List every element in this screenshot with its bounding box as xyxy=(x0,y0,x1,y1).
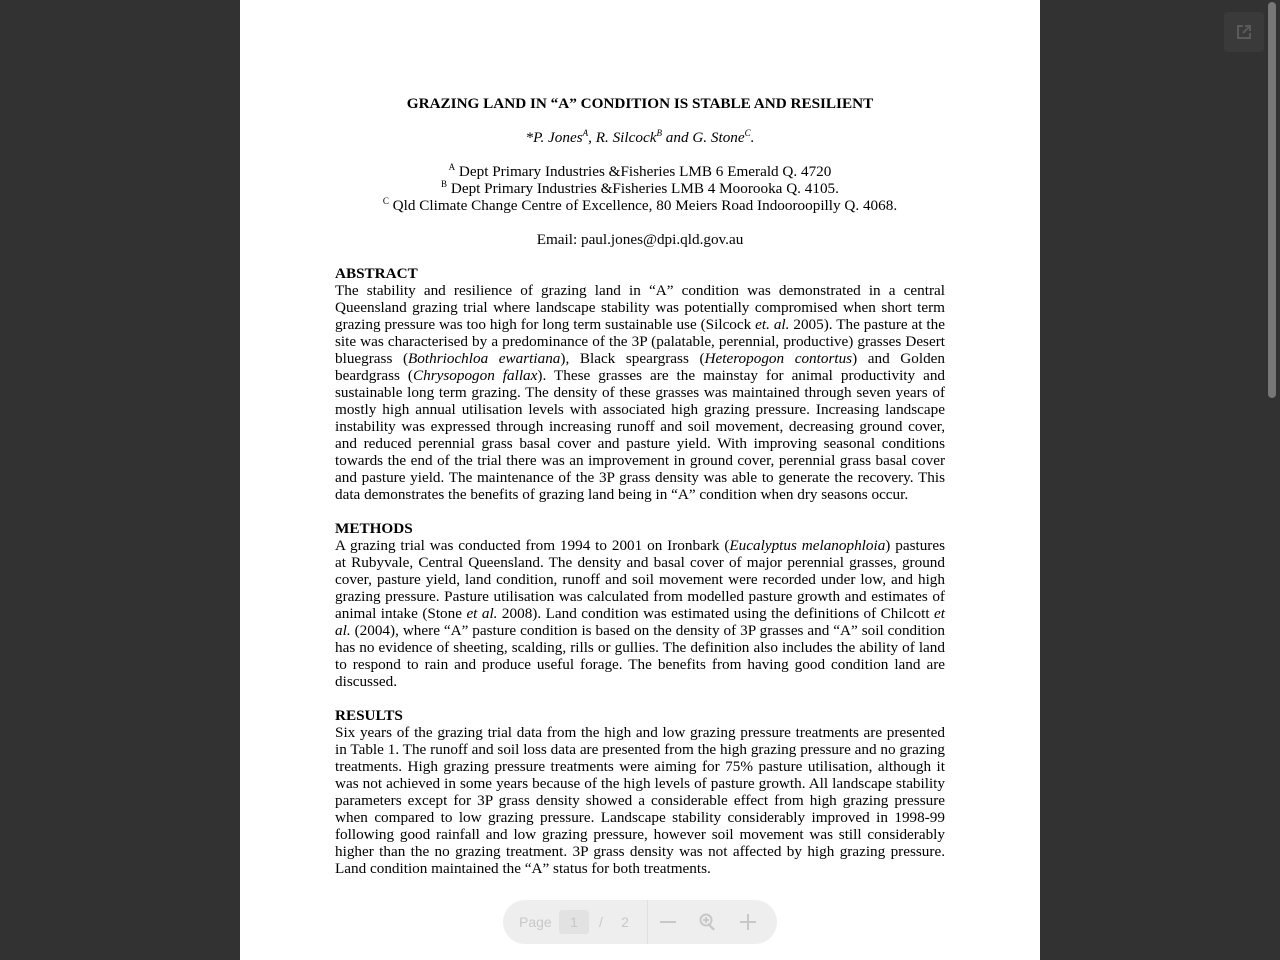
italic-run: et. al. xyxy=(755,316,790,333)
affiliation-text: Dept Primary Industries &Fisheries LMB 4 Moorooka Q. 4105. xyxy=(447,180,839,197)
contact-email: Email: paul.jones@dpi.qld.gov.au xyxy=(536,231,744,248)
open-external-icon xyxy=(1234,22,1254,42)
affiliations xyxy=(335,163,945,214)
text-run: ), Black speargrass ( xyxy=(560,350,705,367)
text-run: (2004), where “A” pasture condition is based on the density of 3P grasses and “A” soil condition has no evidence of sheeting, scalding, rills or gullies. The definition also includes the ability of land to respond to rain and produce useful forage. The benefits from having good condition land are discussed. xyxy=(335,622,945,690)
author-1-affiliation-mark: A xyxy=(582,128,589,138)
total-pages: 2 xyxy=(621,914,629,930)
author-3-affiliation-mark: C xyxy=(744,128,751,138)
abstract-paragraph xyxy=(335,282,945,503)
author-2-affiliation-mark: B xyxy=(656,128,662,138)
affiliation-b xyxy=(335,180,945,197)
text-run: ) and Golden beardgrass ( xyxy=(335,350,945,384)
author-3: and G. Stone xyxy=(661,129,745,146)
abstract-heading: ABSTRACT xyxy=(335,265,418,282)
text-run: ) pastures at Rubyvale, Central Queensland. The density and basal cover of major perennial grasses, ground cover, pasture yield, land condition, runoff and soil movement were recorded under low, and high grazing pressure. Pasture utilisation was calculated from modelled pasture growth and estimates of animal intake (Stone xyxy=(335,537,945,622)
page-separator: / xyxy=(599,914,603,930)
document-authors xyxy=(335,129,945,146)
author-2: , R. Silcock xyxy=(588,129,657,146)
zoom-out-button[interactable] xyxy=(648,900,688,944)
affiliation-mark: A xyxy=(448,162,456,172)
authors-suffix: . xyxy=(750,129,755,146)
italic-run: et al. xyxy=(335,605,946,639)
document-content xyxy=(335,95,945,894)
zoom-fit-icon xyxy=(698,912,718,932)
text-run: A grazing trial was conducted from 1994 to 2001 on Ironbark ( xyxy=(335,537,730,554)
zoom-in-button[interactable] xyxy=(728,900,768,944)
methods-paragraph xyxy=(335,537,945,690)
results-heading: RESULTS xyxy=(335,707,403,724)
document-title: GRAZING LAND IN “A” CONDITION IS STABLE AND RESILIENT xyxy=(406,95,874,112)
results-paragraph: Six years of the grazing trial data from the high and low grazing pressure treatments are presented in Table 1. The runoff and soil loss data are presented from the high grazing pressure and no grazing treatments. High grazing pressure treatments were aiming for 75% pasture utilisation, although it was not achieved in some years because of the high levels of pasture growth. All landscape stability parameters except for 3P grass density showed a considerable effect from high grazing pressure when compared to low grazing pressure. Landscape stability considerably improved in 1998-99 following good rainfall and low grazing pressure, however soil movement was still considerably higher than the no grazing treatment. 3P grass density was not affected by high grazing pressure. Land condition maintained the “A” status for both treatments. xyxy=(335,724,945,877)
zoom-out-icon xyxy=(659,913,677,931)
affiliation-text: Dept Primary Industries &Fisheries LMB 6 Emerald Q. 4720 xyxy=(455,163,832,180)
affiliation-c xyxy=(335,197,945,214)
scrollbar-thumb[interactable] xyxy=(1268,2,1276,398)
affiliation-text: Qld Climate Change Centre of Excellence, 80 Meiers Road Indooroopilly Q. 4068. xyxy=(388,197,898,214)
italic-run: et al. xyxy=(466,605,498,622)
current-page-input[interactable]: 1 xyxy=(559,910,589,934)
italic-run: Eucalyptus melanophloia xyxy=(729,537,886,554)
italic-run: Chrysopogon fallax xyxy=(412,367,538,384)
open-external-button[interactable] xyxy=(1224,12,1264,52)
page-label: Page xyxy=(519,914,552,930)
pdf-toolbar xyxy=(503,900,777,944)
text-run: The stability and resilience of grazing land in “A” condition was demonstrated in a central Queensland grazing trial where landscape stability was potentially compromised when short term grazing pressure was too high for long term sustainable use (Silcock xyxy=(335,282,945,333)
text-run: 2005). The pasture at the site was characterised by a predominance of the 3P (palatable, perennial, productive) grasses Desert bluegrass ( xyxy=(335,316,945,367)
text-run: 2008). Land condition was estimated using the definitions of Chilcott xyxy=(497,605,935,622)
italic-run: Bothriochloa ewartiana xyxy=(408,350,561,367)
affiliation-a xyxy=(335,163,945,180)
text-run: ). These grasses are the mainstay for animal productivity and sustainable long term grazing. The density of these grasses was maintained through seven years of mostly high annual utilisation levels with associated high grazing pressure. Increasing landscape instability was expressed through increasing runoff and soil movement, decreasing ground cover, and reduced perennial grass basal cover and pasture yield. With improving seasonal conditions towards the end of the trial there was an improvement in ground cover, perennial grass basal cover and pasture yield. The maintenance of the 3P grass density was able to generate the recovery. This data demonstrates the benefits of grazing land being in “A” condition when dry seasons occur. xyxy=(335,367,946,503)
methods-heading: METHODS xyxy=(335,520,413,537)
pdf-page xyxy=(240,0,1040,960)
affiliation-mark: C xyxy=(382,196,389,206)
zoom-fit-button[interactable] xyxy=(688,900,728,944)
affiliation-mark: B xyxy=(441,179,448,189)
author-1: *P. Jones xyxy=(525,129,583,146)
zoom-in-icon xyxy=(739,913,757,931)
italic-run: Heteropogon contortus xyxy=(704,350,853,367)
